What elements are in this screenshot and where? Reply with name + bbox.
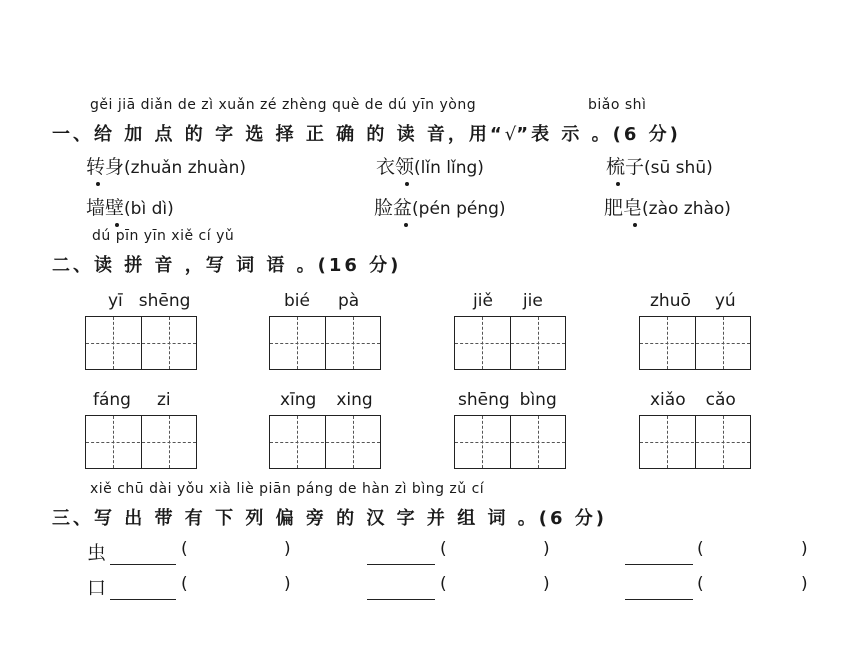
left-paren: (: [440, 539, 447, 559]
emphasis-dot: [404, 223, 408, 227]
left-paren: (: [697, 539, 704, 559]
item-3: [606, 152, 713, 179]
right-paren: ): [801, 539, 808, 559]
writing-grid[interactable]: [639, 316, 751, 370]
right-paren: ): [284, 574, 291, 594]
writing-grid[interactable]: [454, 316, 566, 370]
section1-pinyin: gěi jiā diǎn de zì xuǎn zé zhèng què de dú yīn yòng: [90, 97, 477, 113]
item-options: (bì dì): [124, 199, 174, 219]
word-pinyin: shēng bìng: [458, 390, 557, 410]
section1-title: [52, 120, 681, 146]
emphasis-dot: [633, 223, 637, 227]
answer-blank[interactable]: [625, 563, 693, 565]
radical-1: 虫: [87, 542, 107, 564]
item-options: (sū shū): [644, 158, 713, 178]
emphasis-dot: [115, 223, 119, 227]
item-options: (zhuǎn zhuàn): [124, 158, 247, 178]
emphasis-dot: [405, 182, 409, 186]
word-pinyin: xīng xing: [280, 390, 373, 410]
writing-grid[interactable]: [85, 316, 197, 370]
writing-grid[interactable]: [454, 415, 566, 469]
answer-blank[interactable]: [367, 598, 435, 600]
item-options: (zào zhào): [642, 199, 731, 219]
section3-title: 三、写 出 带 有 下 列 偏 旁 的 汉 字 并 组 词 。(6 分): [52, 508, 607, 529]
answer-blank[interactable]: [110, 563, 176, 565]
word-pinyin: zhuō yú: [650, 291, 736, 311]
check-mark: √: [504, 124, 517, 145]
right-paren: ): [543, 574, 550, 594]
writing-grid[interactable]: [269, 316, 381, 370]
writing-grid[interactable]: [639, 415, 751, 469]
right-paren: ): [543, 539, 550, 559]
left-paren: (: [697, 574, 704, 594]
item-chars: 转身: [86, 156, 125, 178]
word-pinyin: xiǎo cǎo: [650, 390, 736, 410]
section1-pinyin-2: biǎo shì: [588, 97, 647, 113]
item-chars: 梳子: [606, 156, 645, 178]
left-paren: (: [181, 574, 188, 594]
item-chars: 脸盆: [374, 197, 413, 219]
right-paren: ): [284, 539, 291, 559]
item-options: (pén péng): [412, 199, 506, 219]
answer-blank[interactable]: [625, 598, 693, 600]
item-2: [376, 152, 484, 179]
left-paren: (: [181, 539, 188, 559]
section3-pinyin: xiě chū dài yǒu xià liè piān páng de hàn zì bìng zǔ cí: [90, 481, 485, 497]
word-pinyin: jiě jie: [473, 291, 543, 311]
section2-title: 二、读 拼 音 ，写 词 语 。(16 分): [52, 255, 402, 276]
answer-blank[interactable]: [110, 598, 176, 600]
item-6: [604, 193, 731, 220]
item-options: (lǐn lǐng): [414, 158, 484, 178]
word-pinyin: bié pà: [284, 291, 360, 311]
section1-title-b: ”表 示 。(6 分): [516, 124, 681, 145]
radical-2: 口: [87, 577, 107, 599]
word-pinyin: yī shēng: [108, 291, 191, 311]
emphasis-dot: [96, 182, 100, 186]
item-chars: 衣领: [376, 156, 415, 178]
item-4: [86, 193, 174, 220]
writing-grid[interactable]: [269, 415, 381, 469]
word-pinyin: fáng zi: [93, 390, 171, 410]
writing-grid[interactable]: [85, 415, 197, 469]
section2-pinyin: dú pīn yīn xiě cí yǔ: [92, 228, 235, 244]
emphasis-dot: [616, 182, 620, 186]
section1-title-a: 一、给 加 点 的 字 选 择 正 确 的 读 音，用“: [52, 124, 505, 145]
item-1: [86, 152, 246, 179]
item-chars: 肥皂: [604, 197, 643, 219]
left-paren: (: [440, 574, 447, 594]
item-5: [374, 193, 506, 220]
right-paren: ): [801, 574, 808, 594]
item-chars: 墙壁: [86, 197, 125, 219]
answer-blank[interactable]: [367, 563, 435, 565]
